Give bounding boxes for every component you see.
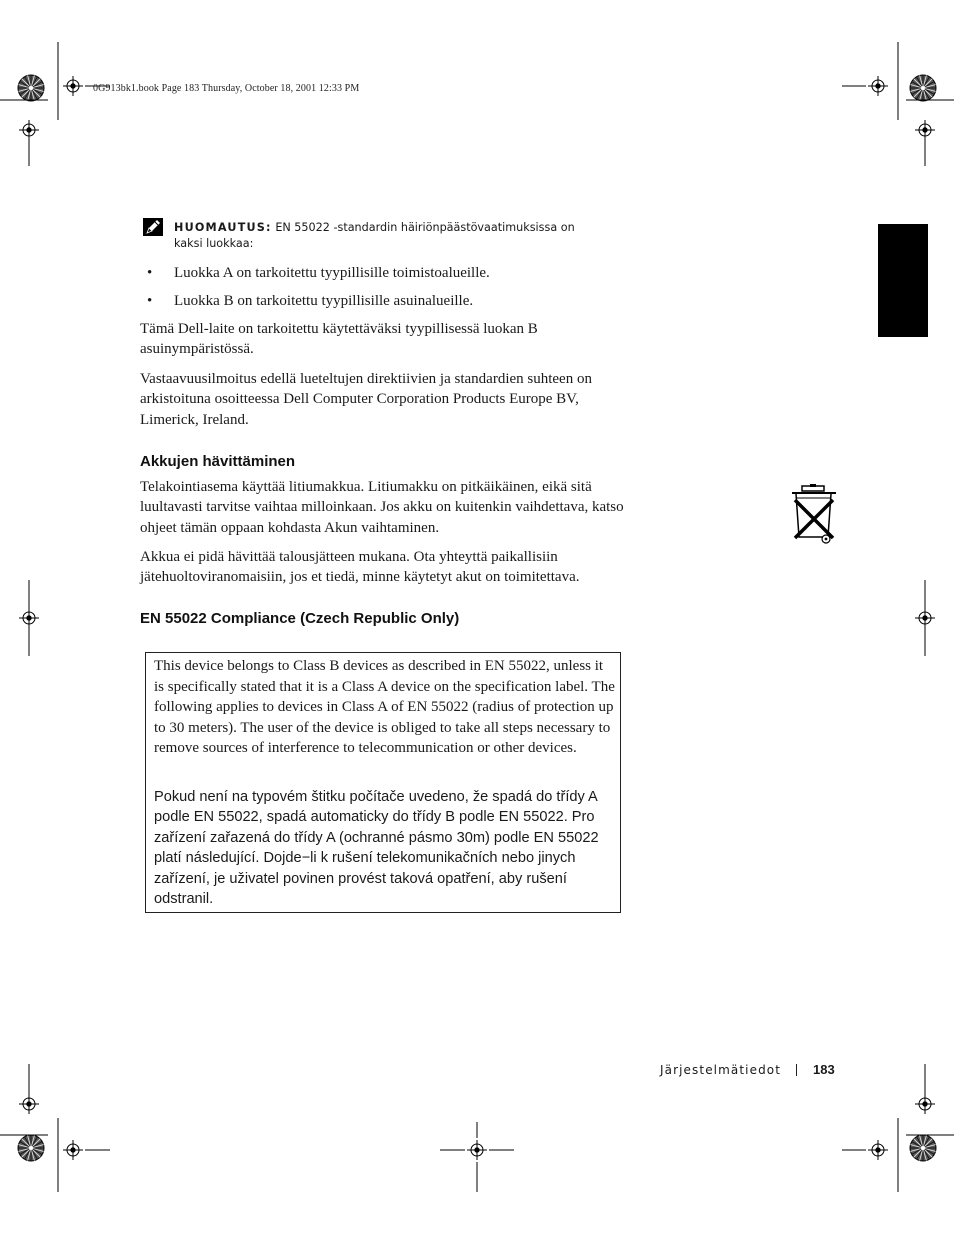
heading-battery-disposal: Akkujen hävittäminen [140, 453, 296, 470]
compliance-box [145, 652, 621, 913]
footer-section-name: Järjestelmätiedot [660, 1063, 782, 1077]
note-text: EN 55022 -standardin häiriönpäästövaatimuksissa on kaksi luokkaa: [174, 221, 575, 250]
paragraph-declaration: Vastaavuusilmoitus edellä lueteltujen direktiivien ja standardien suhteen on arkistoituna osoitteessa Dell Computer Corporation Products Europe BV, Limerick, Ireland. [140, 371, 592, 428]
registration-dot [27, 128, 31, 132]
paragraph-battery-info: Telakointiasema käyttää litiumakkua. Litiumakku on pitkäikäinen, eikä sitä luultavasti tarvitse vaihtaa milloinkaan. Jos akku on kuitenkin vaihdettava, katso ohjeet tämän oppaan kohdasta Akun vaihtaminen. [140, 479, 624, 536]
note-block [174, 220, 594, 252]
registration-dot [27, 1102, 31, 1106]
page-number: 183 [813, 1062, 835, 1077]
registration-dot [71, 1148, 75, 1152]
color-star-center [29, 1146, 33, 1150]
bullet-marker: • [147, 293, 153, 309]
bullet-item-class-a: Luokka A on tarkoitettu tyypillisille toimistoalueille. [174, 265, 490, 281]
compliance-czech-text: Pokud není na typovém štitku počítače uvedeno, že spadá do třídy A podle EN 55022, spadá automaticky do třídy B podle EN 55022. Pro zařízení zařazená do třídy A (ochranné pásmo 30m) podle EN 55022 platí následující. Dojde−li k rušení telekomunikačních nebo jinych zařízení, je uživatel povinen provést taková opatření, aby rušení odstranil. [154, 789, 599, 908]
registration-dot [923, 128, 927, 132]
crossed-out-bin-icon [788, 484, 840, 546]
color-star-center [921, 1146, 925, 1150]
bullet-marker: • [147, 265, 153, 281]
color-star-center [29, 86, 33, 90]
book-file-header: 0G913bk1.book Page 183 Thursday, October 18, 2001 12:33 PM [93, 83, 360, 94]
paragraph-class-b-usage: Tämä Dell-laite on tarkoitettu käytettäväksi tyypillisessä luokan B asuinympäristössä. [140, 321, 538, 358]
registration-dot [923, 1102, 927, 1106]
registration-dot [876, 84, 880, 88]
registration-dot [71, 84, 75, 88]
pencil-note-icon [143, 218, 163, 236]
note-label: HUOMAUTUS: [174, 221, 272, 234]
section-thumb-tab [878, 224, 928, 337]
registration-dot [876, 1148, 880, 1152]
heading-czech-compliance: EN 55022 Compliance (Czech Republic Only) [140, 610, 460, 627]
registration-dot [475, 1148, 479, 1152]
paragraph-battery-disposal: Akkua ei pidä hävittää talousjätteen mukana. Ota yhteyttä paikallisiin jätehuoltoviranomaisiin, jos et tiedä, minne käytetyt akut on toimitettava. [140, 549, 580, 586]
bullet-item-class-b: Luokka B on tarkoitettu tyypillisille asuinalueille. [174, 293, 474, 309]
compliance-english-text: This device belongs to Class B devices as described in EN 55022, unless it is specifically stated that it is a Class A device on the specification label. The following applies to devices in Class A of EN 55022 (radius of protection up to 30 meters). The user of the device is obliged to take all steps necessary to remove sources of interference to telecommunication or other devices. [154, 658, 615, 756]
footer-separator [796, 1064, 797, 1076]
color-star-center [921, 86, 925, 90]
